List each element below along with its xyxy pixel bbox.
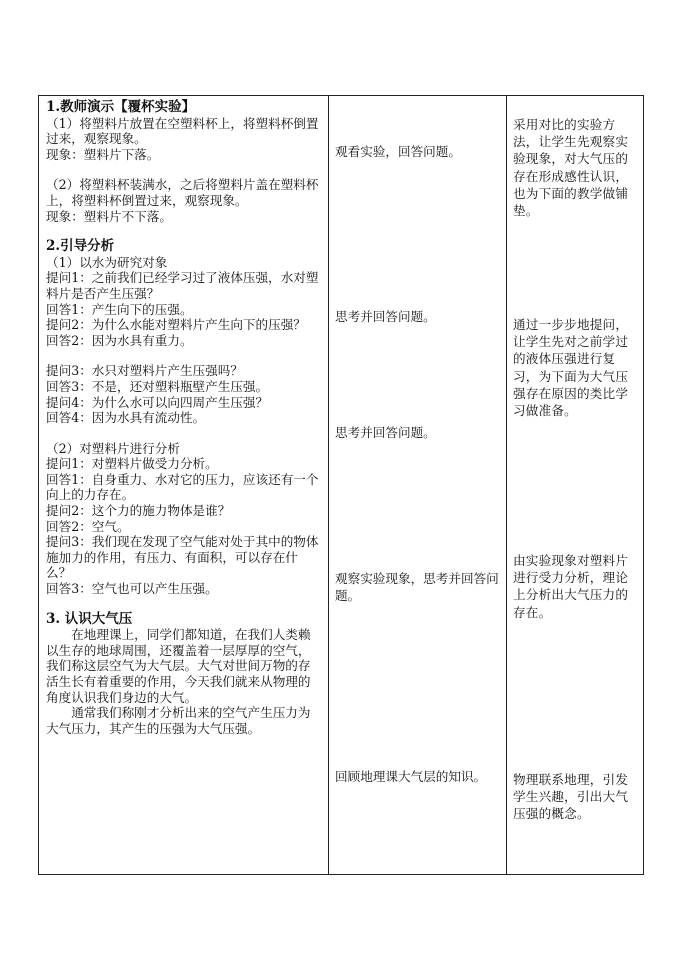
lesson-plan-table bbox=[38, 95, 644, 875]
student-activity-5: 回顾地理课大气层的知识。 bbox=[335, 769, 487, 784]
student-activity-3: 思考并回答问题。 bbox=[335, 425, 436, 440]
question-1: 提问1：之前我们已经学习过了液体压强，水对塑料片是否产生压强？ bbox=[46, 270, 319, 301]
question-b2: 提问2：这个力的施力物体是谁？ bbox=[46, 503, 231, 519]
design-intent-4: 物理联系地理，引发学生兴趣，引出大气压强的概念。 bbox=[513, 772, 629, 822]
section-3-title: 3. 认识大气压 bbox=[46, 610, 133, 627]
section-1-observation-1: 现象：塑料片下落。 bbox=[46, 146, 160, 162]
section-2-title: 2.引导分析 bbox=[46, 238, 115, 255]
spacer bbox=[46, 162, 322, 177]
question-3: 提问3：水只对塑料片产生压强吗？ bbox=[46, 363, 243, 379]
section-2-subtitle-2: （2）对塑料片进行分析 bbox=[46, 440, 180, 456]
table-row bbox=[39, 96, 644, 875]
student-activity-content bbox=[329, 96, 506, 870]
design-intent-2: 通过一步步地提问，让学生先对之前学过的液体压强进行复习，为下面为大气压强存在原因的类比学习做准备。 bbox=[513, 317, 629, 419]
spacer bbox=[46, 224, 322, 239]
question-2: 提问2：为什么水能对塑料片产生向下的压强？ bbox=[46, 317, 306, 333]
answer-4: 回答4：因为水具有流动性。 bbox=[46, 410, 206, 426]
section-1-step-2: （2）将塑料杯装满水，之后将塑料片盖在塑料杯上，将塑料杯倒置过来，观察现象。 bbox=[46, 177, 319, 208]
design-intent-3: 由实验现象对塑料片进行受力分析，理论上分析出大气压力的存在。 bbox=[513, 553, 629, 620]
question-b1: 提问1：对塑料片做受力分析。 bbox=[46, 456, 218, 472]
design-intent-1: 采用对比的实验方法，让学生先观察实验现象，对大气压的存在形成感性认识，也为下面的教学做铺垫。 bbox=[513, 117, 629, 219]
spacer bbox=[46, 597, 322, 612]
teacher-activity-content bbox=[39, 96, 328, 874]
student-activity-cell bbox=[329, 96, 507, 875]
section-1-title: 1.教师演示【覆杯实验】 bbox=[46, 99, 196, 115]
answer-2: 回答2：因为水具有重力。 bbox=[46, 332, 193, 348]
section-3-paragraph-2: 通常我们称刚才分析出来的空气产生压力为大气压力，其产生的压强为大气压强。 bbox=[46, 705, 311, 736]
answer-1: 回答1：产生向下的压强。 bbox=[46, 301, 193, 317]
answer-b1: 回答1：自身重力、水对它的压力，应该还有一个向上的力存在。 bbox=[46, 471, 319, 503]
answer-b3: 回答3：空气也可以产生压强。 bbox=[46, 581, 218, 597]
question-b3: 提问3：我们现在发现了空气能对处于其中的物体施加力的作用，有压力、有面积，可以存在什么？ bbox=[46, 534, 319, 581]
answer-3: 回答3：不是，还对塑料瓶壁产生压强。 bbox=[46, 378, 269, 394]
section-1-observation-2: 现象：塑料片不下落。 bbox=[46, 208, 172, 224]
spacer bbox=[46, 348, 322, 363]
teacher-activity-cell bbox=[39, 96, 329, 875]
question-4: 提问4：为什么水可以向四周产生压强？ bbox=[46, 394, 269, 410]
design-intent-cell bbox=[507, 96, 644, 875]
section-1-step-1: （1）将塑料片放置在空塑料杯上，将塑料杯倒置过来，观察现象。 bbox=[46, 115, 319, 147]
spacer bbox=[46, 426, 322, 441]
student-activity-1: 观看实验，回答问题。 bbox=[335, 144, 461, 159]
student-activity-4: 观察实验现象，思考并回答问题。 bbox=[335, 571, 499, 603]
design-intent-content bbox=[507, 96, 643, 870]
section-3-paragraph-1: 在地理课上，同学们都知道，在我们人类赖以生存的地球周围，还覆盖着一层厚厚的空气，我们称这层空气为大气层。大气对世间万物的存活生长有着重要的作用，今天我们就来从物理的角度认识我们身边的大气。 bbox=[46, 627, 311, 705]
student-activity-2: 思考并回答问题。 bbox=[335, 309, 436, 324]
section-2-subtitle-1: （1）以水为研究对象 bbox=[46, 254, 168, 270]
answer-b2: 回答2：空气。 bbox=[46, 518, 130, 534]
